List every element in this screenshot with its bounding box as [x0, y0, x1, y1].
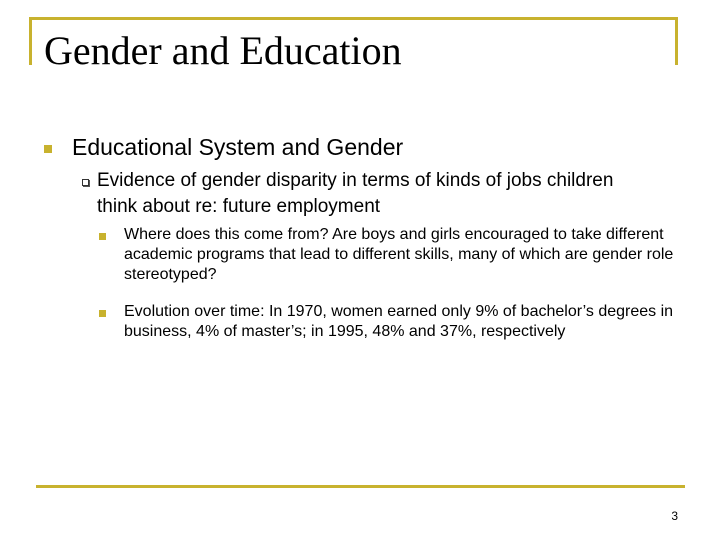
slide-title: Gender and Education	[44, 26, 405, 76]
title-frame-top-rule	[29, 17, 678, 20]
square-bullet-icon	[99, 310, 106, 317]
square-bullet-icon	[44, 145, 52, 153]
square-bullet-icon	[99, 233, 106, 240]
page-number: 3	[671, 509, 678, 523]
bullet-level-3-text: Evolution over time: In 1970, women earned only 9% of bachelor’s degrees in business, 4% of master’s; in 1995, 48% and 37%, respectively	[124, 303, 674, 340]
hollow-square-bullet-icon	[82, 179, 89, 186]
footer-rule	[36, 485, 685, 488]
bullet-level-2-text: Evidence of gender disparity in terms of kinds of jobs children think about re: future employment	[97, 170, 614, 217]
bullet-level-3-text: Where does this come from? Are boys and girls encouraged to take different academic programs that lead to different skills, many of which are gender role stereotyped?	[124, 226, 674, 283]
title-frame-right-rule	[675, 17, 678, 65]
title-frame-left-rule	[29, 17, 32, 65]
bullet-level-1-text: Educational System and Gender	[72, 134, 404, 160]
